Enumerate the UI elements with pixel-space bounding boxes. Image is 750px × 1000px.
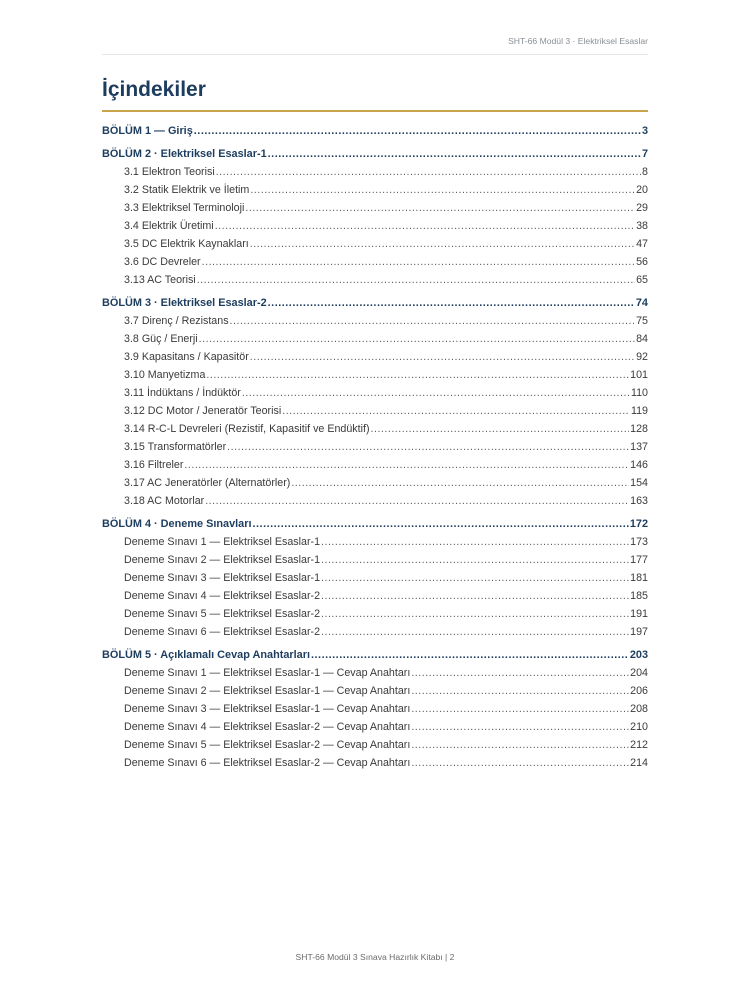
toc-entry-label: Deneme Sınavı 1 — Elektriksel Esaslar-1 — [124, 536, 321, 548]
dot-leader — [321, 605, 629, 623]
toc-entry-label: 3.8 Güç / Enerji — [124, 333, 198, 345]
toc-entry-label: BÖLÜM 5 · Açıklamalı Cevap Anahtarları — [102, 649, 310, 661]
toc-page-number: 163 — [630, 495, 648, 507]
toc-page-number: 212 — [630, 739, 648, 751]
toc-entry-label: Deneme Sınavı 6 — Elektriksel Esaslar-2 — [124, 626, 321, 638]
toc-entry-label: 3.4 Elektrik Üretimi — [124, 220, 214, 232]
dot-leader — [282, 402, 630, 420]
toc-entry-label: 3.7 Direnç / Rezistans — [124, 315, 229, 327]
dot-leader — [411, 736, 629, 754]
toc-entry-label: 3.10 Manyetizma — [124, 369, 206, 381]
dot-leader — [253, 515, 629, 533]
toc-section-entry[interactable] — [102, 664, 648, 682]
toc-section-entry[interactable] — [102, 348, 648, 366]
toc-entry-label: Deneme Sınavı 3 — Elektriksel Esaslar-1 — Cevap Anahtarı — [124, 703, 411, 715]
dot-leader — [206, 366, 629, 384]
toc-section-entry[interactable] — [102, 199, 648, 217]
toc-page-number: 172 — [629, 518, 648, 530]
toc-section-entry[interactable] — [102, 402, 648, 420]
toc-entry-label: 3.3 Elektriksel Terminoloji — [124, 202, 245, 214]
toc-page-number: 65 — [636, 274, 648, 286]
toc-entry-label: 3.14 R-C-L Devreleri (Rezistif, Kapasitif ve Endüktif) — [124, 423, 370, 435]
dot-leader — [250, 181, 635, 199]
toc-page-number: 185 — [630, 590, 648, 602]
toc-page-number: 208 — [630, 703, 648, 715]
toc-section-entry[interactable] — [102, 700, 648, 718]
toc-section-entry[interactable] — [102, 384, 648, 402]
dot-leader — [411, 718, 629, 736]
dot-leader — [230, 312, 636, 330]
toc-entry-label: Deneme Sınavı 2 — Elektriksel Esaslar-1 — Cevap Anahtarı — [124, 685, 411, 697]
toc-entry-label: Deneme Sınavı 1 — Elektriksel Esaslar-1 — Cevap Anahtarı — [124, 667, 411, 679]
toc-entry-label: 3.9 Kapasitans / Kapasitör — [124, 351, 249, 363]
dot-leader — [268, 145, 641, 163]
toc-page-number: 84 — [636, 333, 648, 345]
dot-leader — [411, 754, 629, 772]
toc-page-number: 101 — [630, 369, 648, 381]
toc-section-entry[interactable] — [102, 217, 648, 235]
toc-section-entry[interactable] — [102, 474, 648, 492]
toc-page-number: 92 — [636, 351, 648, 363]
toc-section-entry[interactable] — [102, 754, 648, 772]
toc-section-entry[interactable] — [102, 569, 648, 587]
toc-page-number: 3 — [641, 125, 648, 137]
dot-leader — [242, 384, 630, 402]
dot-leader — [321, 533, 629, 551]
dot-leader — [227, 438, 629, 456]
toc-page-number: 154 — [630, 477, 648, 489]
toc-entry-label: BÖLÜM 3 · Elektriksel Esaslar-2 — [102, 297, 267, 309]
toc-page-number: 210 — [630, 721, 648, 733]
toc-page-number: 56 — [636, 256, 648, 268]
page-footer: SHT-66 Modül 3 Sınava Hazırlık Kitabı | 2 — [295, 952, 455, 962]
toc-chapter-entry[interactable] — [102, 515, 648, 533]
toc-page-number: 146 — [630, 459, 648, 471]
dot-leader — [291, 474, 629, 492]
toc-page-number: 173 — [630, 536, 648, 548]
toc-page-number: 7 — [641, 148, 648, 160]
dot-leader — [321, 587, 629, 605]
toc-section-entry[interactable] — [102, 312, 648, 330]
toc-entry-label: 3.15 Transformatörler — [124, 441, 227, 453]
toc-section-entry[interactable] — [102, 181, 648, 199]
toc-page-number: 74 — [635, 297, 648, 309]
toc-page-number: 20 — [636, 184, 648, 196]
dot-leader — [194, 122, 641, 140]
dot-leader — [199, 330, 635, 348]
toc-section-entry[interactable] — [102, 253, 648, 271]
toc-section-entry[interactable] — [102, 438, 648, 456]
dot-leader — [411, 700, 629, 718]
toc-page-number: 177 — [630, 554, 648, 566]
toc-entry-label: 3.17 AC Jeneratörler (Alternatörler) — [124, 477, 291, 489]
toc-section-entry[interactable] — [102, 330, 648, 348]
toc-page-number: 203 — [629, 649, 648, 661]
toc-section-entry[interactable] — [102, 587, 648, 605]
toc-entry-label: 3.2 Statik Elektrik ve İletim — [124, 184, 250, 196]
dot-leader — [216, 163, 641, 181]
toc-entry-label: 3.16 Filtreler — [124, 459, 184, 471]
dot-leader — [321, 569, 629, 587]
toc-section-entry[interactable] — [102, 736, 648, 754]
dot-leader — [250, 235, 635, 253]
toc-section-entry[interactable] — [102, 163, 648, 181]
dot-leader — [268, 294, 635, 312]
toc-page-number: 119 — [630, 405, 648, 417]
running-header: SHT-66 Modül 3 · Elektriksel Esaslar — [102, 36, 648, 55]
toc-section-entry[interactable] — [102, 420, 648, 438]
toc-section-entry[interactable] — [102, 551, 648, 569]
toc-section-entry[interactable] — [102, 718, 648, 736]
toc-entry-label: 3.12 DC Motor / Jeneratör Teorisi — [124, 405, 282, 417]
toc-page-number: 204 — [630, 667, 648, 679]
toc-entry-label: 3.5 DC Elektrik Kaynakları — [124, 238, 249, 250]
toc-page-number: 191 — [630, 608, 648, 620]
toc-entry-label: 3.18 AC Motorlar — [124, 495, 205, 507]
toc-page-number: 128 — [630, 423, 648, 435]
toc-entry-label: BÖLÜM 1 — Giriş — [102, 125, 193, 137]
toc-page-number: 38 — [636, 220, 648, 232]
toc-section-entry[interactable] — [102, 271, 648, 289]
toc-entry-label: Deneme Sınavı 3 — Elektriksel Esaslar-1 — [124, 572, 321, 584]
toc-entry-label: Deneme Sınavı 6 — Elektriksel Esaslar-2 — Cevap Anahtarı — [124, 757, 411, 769]
toc-page-number: 29 — [636, 202, 648, 214]
toc-chapter-entry[interactable] — [102, 294, 648, 312]
dot-leader — [371, 420, 630, 438]
toc-page-number: 8 — [642, 166, 648, 178]
dot-leader — [205, 492, 629, 510]
toc-entry-label: Deneme Sınavı 4 — Elektriksel Esaslar-2 — Cevap Anahtarı — [124, 721, 411, 733]
toc-page-number: 137 — [630, 441, 648, 453]
toc-page-number: 206 — [630, 685, 648, 697]
dot-leader — [411, 682, 629, 700]
toc-section-entry[interactable] — [102, 456, 648, 474]
dot-leader — [250, 348, 635, 366]
toc-section-entry[interactable] — [102, 492, 648, 510]
toc-entry-label: Deneme Sınavı 4 — Elektriksel Esaslar-2 — [124, 590, 321, 602]
toc-page-number: 75 — [636, 315, 648, 327]
title-divider — [102, 110, 648, 112]
toc-entry-label: BÖLÜM 2 · Elektriksel Esaslar-1 — [102, 148, 267, 160]
dot-leader — [215, 217, 635, 235]
toc-section-entry[interactable] — [102, 605, 648, 623]
toc-entry-label: BÖLÜM 4 · Deneme Sınavları — [102, 518, 252, 530]
dot-leader — [184, 456, 629, 474]
toc-chapter-entry[interactable] — [102, 646, 648, 664]
toc-section-entry[interactable] — [102, 682, 648, 700]
page-title: İçindekiler — [102, 78, 206, 101]
toc-entry-label: 3.13 AC Teorisi — [124, 274, 196, 286]
toc-section-entry[interactable] — [102, 366, 648, 384]
dot-leader — [411, 664, 629, 682]
toc-page-number: 47 — [636, 238, 648, 250]
toc-section-entry[interactable] — [102, 623, 648, 641]
toc-section-entry[interactable] — [102, 235, 648, 253]
toc-entry-label: Deneme Sınavı 2 — Elektriksel Esaslar-1 — [124, 554, 321, 566]
toc-page-number: 181 — [630, 572, 648, 584]
dot-leader — [202, 253, 635, 271]
toc-entry-label: 3.11 İndüktans / İndüktör — [124, 387, 241, 399]
dot-leader — [321, 551, 629, 569]
toc-chapter-entry[interactable] — [102, 122, 648, 140]
toc-entry-label: Deneme Sınavı 5 — Elektriksel Esaslar-2 — Cevap Anahtarı — [124, 739, 411, 751]
dot-leader — [197, 271, 635, 289]
toc-section-entry[interactable] — [102, 533, 648, 551]
dot-leader — [311, 646, 629, 664]
table-of-contents — [102, 122, 648, 772]
dot-leader — [245, 199, 635, 217]
toc-page-number: 197 — [630, 626, 648, 638]
toc-page-number: 110 — [630, 387, 648, 399]
dot-leader — [321, 623, 629, 641]
toc-chapter-entry[interactable] — [102, 145, 648, 163]
toc-entry-label: 3.1 Elektron Teorisi — [124, 166, 215, 178]
toc-entry-label: Deneme Sınavı 5 — Elektriksel Esaslar-2 — [124, 608, 321, 620]
toc-page-number: 214 — [630, 757, 648, 769]
toc-entry-label: 3.6 DC Devreler — [124, 256, 201, 268]
